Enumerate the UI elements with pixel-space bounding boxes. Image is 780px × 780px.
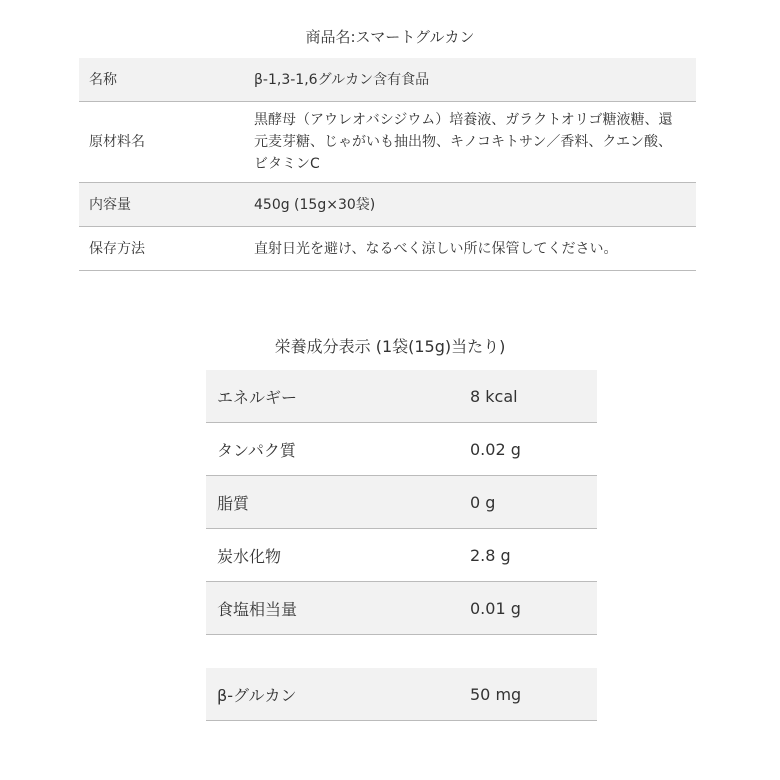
product-row-storage bbox=[79, 227, 696, 271]
nutrition-row bbox=[206, 668, 597, 721]
nutrient-label: タンパク質 bbox=[206, 423, 470, 476]
nutrient-label: 脂質 bbox=[206, 476, 470, 529]
nutrient-value: 8 kcal bbox=[470, 370, 597, 423]
row-label: 内容量 bbox=[79, 183, 244, 227]
nutrition-table bbox=[206, 370, 597, 635]
nutrition-row bbox=[206, 582, 597, 635]
row-value: 直射日光を避け、なるべく涼しい所に保管してください。 bbox=[244, 227, 696, 271]
nutrient-value: 0 g bbox=[470, 476, 597, 529]
nutrient-label: β-グルカン bbox=[206, 668, 470, 721]
product-title: 商品名:スマートグルカン bbox=[305, 28, 475, 46]
row-label: 保存方法 bbox=[79, 227, 244, 271]
row-value-ingredients bbox=[244, 102, 696, 183]
nutrient-value: 0.02 g bbox=[470, 423, 597, 476]
nutrition-title: 栄養成分表示 (1袋(15g)当たり) bbox=[274, 337, 506, 356]
nutrition-row bbox=[206, 529, 597, 582]
ingredients-line: 元麦芽糖、じゃがいも抽出物、キノコキトサン／香料、クエン酸、 bbox=[254, 134, 673, 150]
product-row-name bbox=[79, 58, 696, 102]
row-label: 原材料名 bbox=[79, 102, 244, 183]
row-value: 450g (15g×30袋) bbox=[244, 183, 696, 227]
product-info-table bbox=[79, 58, 696, 271]
nutrition-row bbox=[206, 423, 597, 476]
nutrient-label: 炭水化物 bbox=[206, 529, 470, 582]
nutrition-row bbox=[206, 370, 597, 423]
row-value: β-1,3-1,6グルカン含有食品 bbox=[244, 58, 696, 102]
nutrient-value: 0.01 g bbox=[470, 582, 597, 635]
nutrient-label: 食塩相当量 bbox=[206, 582, 470, 635]
ingredients-line: 黒酵母（アウレオバシジウム）培養液、ガラクトオリゴ糖液糖、還 bbox=[254, 112, 673, 128]
product-row-contents bbox=[79, 183, 696, 227]
row-label: 名称 bbox=[79, 58, 244, 102]
nutrient-label: エネルギー bbox=[206, 370, 470, 423]
nutrition-row bbox=[206, 476, 597, 529]
ingredients-line: ビタミンC bbox=[254, 156, 320, 172]
nutrient-value: 50 mg bbox=[470, 668, 597, 721]
beta-glucan-table bbox=[206, 668, 597, 721]
product-row-ingredients bbox=[79, 102, 696, 183]
nutrient-value: 2.8 g bbox=[470, 529, 597, 582]
